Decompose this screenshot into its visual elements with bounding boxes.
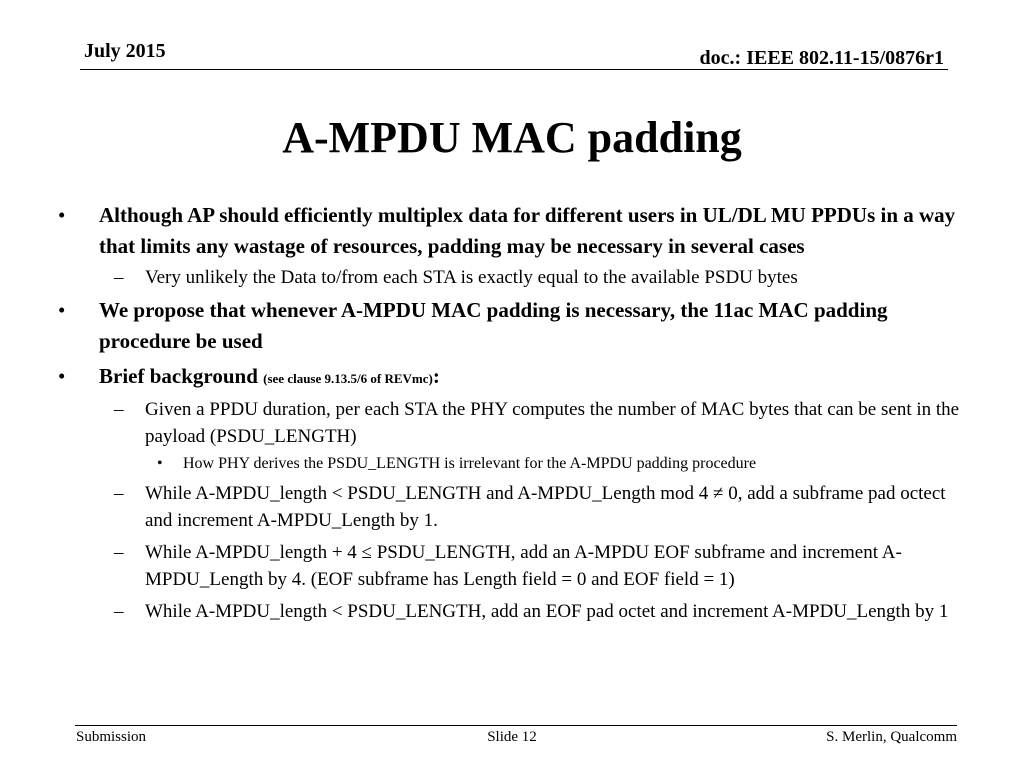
footer-submission: Submission [76, 729, 147, 745]
bullet-3-sub-1 [56, 396, 976, 450]
header-date: July 2015 [84, 40, 166, 62]
bullet-3-sub-3-text: While A-MPDU_length + 4 ≤ PSDU_LENGTH, add an A-MPDU EOF subframe and increment A-MPDU_Length by 4. (EOF subframe has Length field = 0 and EOF field = 1) [145, 542, 902, 590]
footer-author: S. Merlin, Qualcomm [826, 729, 957, 745]
bullet-3 [56, 361, 976, 394]
bullet-2-text: We propose that whenever A-MPDU MAC padding is necessary, the 11ac MAC padding procedure be used [99, 298, 888, 353]
bullet-3-sub-1-sub-1-text: How PHY derives the PSDU_LENGTH is irrelevant for the A-MPDU padding procedure [183, 455, 757, 472]
bullet-1-sub-1-text: Very unlikely the Data to/from each STA is exactly equal to the available PSDU bytes [145, 267, 798, 288]
bullet-3-sub-3-dash: – [114, 542, 124, 563]
bullet-3-sub-1-text: Given a PPDU duration, per each STA the PHY computes the number of MAC bytes that can be sent in the payload (PSDU_LENGTH) [145, 399, 960, 447]
slide-title: A-MPDU MAC padding [282, 113, 742, 162]
bullet-1-dot: • [58, 203, 66, 227]
bullet-1-sub-1-dash: – [114, 267, 124, 288]
header-divider [80, 69, 948, 70]
bullet-3-sub-2-dash: – [114, 483, 124, 504]
bullet-3-sub-1-dash: – [114, 399, 124, 420]
bullet-2 [56, 295, 976, 357]
bullet-3-sub-1-sub-1 [56, 453, 976, 475]
bullet-3-sub-3 [56, 539, 976, 593]
footer-slide-number: Slide 12 [487, 729, 537, 745]
bullet-3-sub-4 [56, 598, 976, 625]
bullet-3-dot: • [58, 364, 66, 388]
bullet-3-sub-2-text: While A-MPDU_length < PSDU_LENGTH and A-MPDU_Length mod 4 ≠ 0, add a subframe pad octect and increment A-MPDU_Length by 1. [145, 483, 946, 531]
header-doc-id: doc.: IEEE 802.11-15/0876r1 [699, 47, 944, 69]
bullet-1 [56, 200, 976, 262]
bullet-3-clause-note: (see clause 9.13.5/6 of REVmc) [263, 371, 433, 386]
bullet-3-sub-4-text: While A-MPDU_length < PSDU_LENGTH, add an EOF pad octet and increment A-MPDU_Length by 1 [145, 601, 949, 622]
bullet-3-sub-1-sub-1-dot: • [157, 455, 163, 472]
bullet-3-sub-4-dash: – [114, 601, 124, 622]
bullet-1-sub-1 [56, 264, 976, 291]
bullet-3-text: Brief background [99, 364, 264, 388]
bullet-2-dot: • [58, 298, 66, 322]
slide-body [56, 200, 976, 625]
bullet-3-colon: : [432, 364, 440, 388]
bullet-3-sub-2 [56, 480, 976, 534]
bullet-1-text: Although AP should efficiently multiplex data for different users in UL/DL MU PPDUs in a way that limits any wastage of resources, padding may be necessary in several cases [99, 203, 956, 258]
footer-divider [75, 725, 957, 726]
